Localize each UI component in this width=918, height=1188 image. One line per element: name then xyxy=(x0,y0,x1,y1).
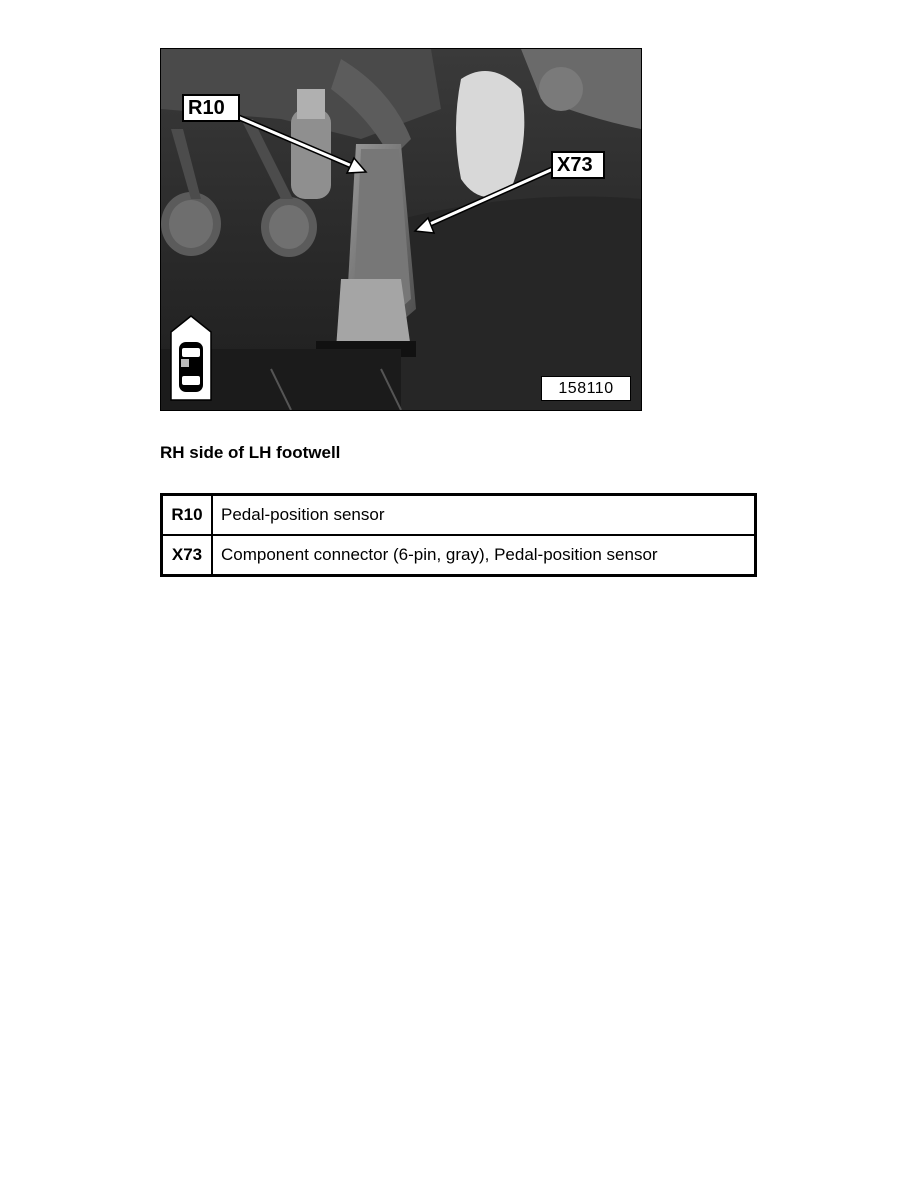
figure-number: 158110 xyxy=(541,376,631,401)
legend-description: Pedal-position sensor xyxy=(212,495,756,536)
callout-x73: X73 xyxy=(551,151,605,179)
callout-r10: R10 xyxy=(182,94,240,122)
figure-caption: RH side of LH footwell xyxy=(160,443,341,462)
legend-code: R10 xyxy=(162,495,213,536)
footwell-photo xyxy=(160,48,642,411)
legend-table xyxy=(160,493,757,577)
car-top-view-icon xyxy=(169,314,213,402)
legend-description: Component connector (6-pin, gray), Pedal-position sensor xyxy=(212,535,756,576)
legend-row-x73 xyxy=(162,535,756,576)
legend-row-r10 xyxy=(162,495,756,536)
legend-code: X73 xyxy=(162,535,213,576)
